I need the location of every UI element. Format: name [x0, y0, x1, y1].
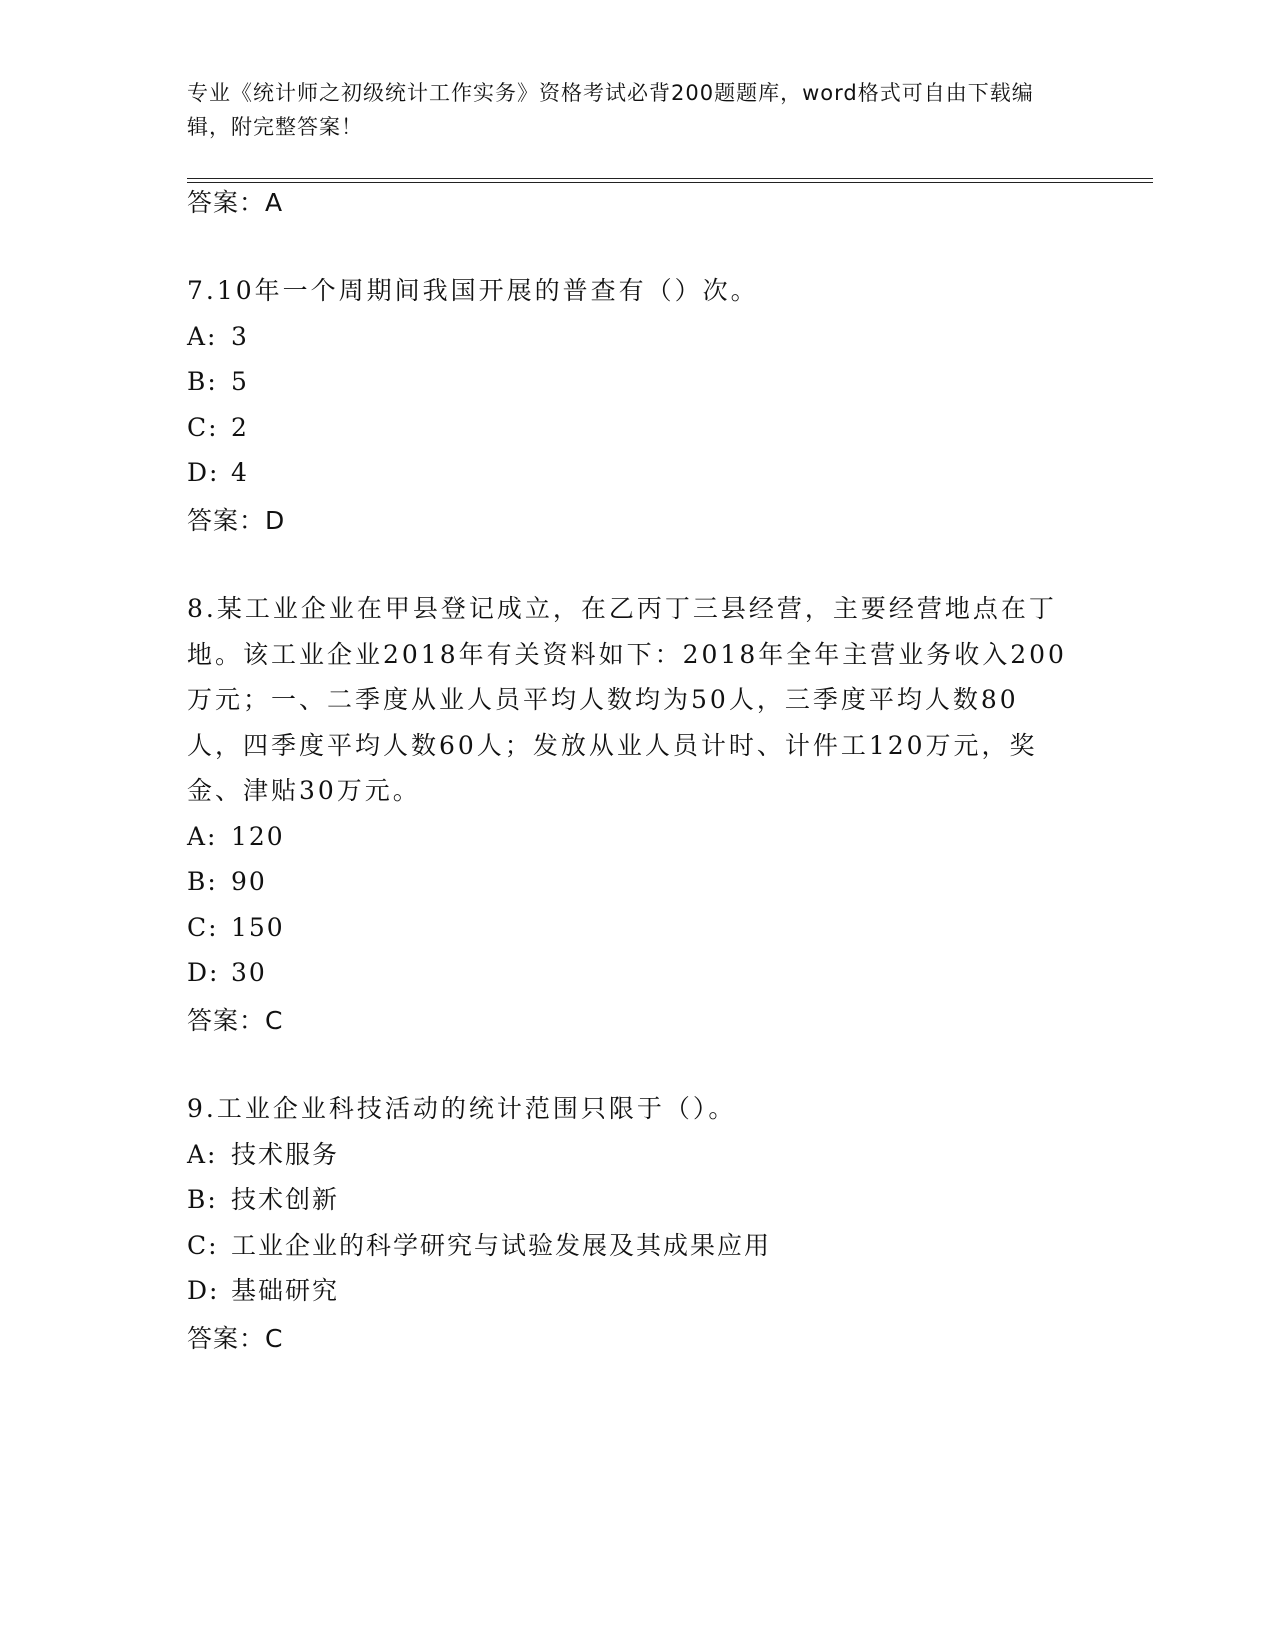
document-header: 专业《统计师之初级统计工作实务》资格考试必背200题题库，word格式可自由下载编辑，附完整答案！	[187, 81, 1034, 139]
question-text: 7.10年一个周期间我国开展的普查有（）次。	[187, 276, 759, 305]
option-text: 120	[231, 821, 285, 851]
option-text: 5	[231, 367, 249, 396]
option-letter: A:	[187, 1139, 218, 1169]
answer-7: 答案：D	[187, 506, 286, 535]
question-9	[187, 1086, 1067, 1314]
option-letter: C:	[187, 412, 219, 442]
option-letter: D:	[187, 1276, 220, 1305]
option-text: 基础研究	[231, 1276, 340, 1305]
option-a	[187, 1132, 1067, 1178]
option-d	[187, 950, 1067, 996]
question-8	[187, 586, 1067, 996]
option-letter: D:	[187, 458, 220, 487]
option-text: 技术创新	[231, 1185, 340, 1214]
option-c	[187, 1223, 1067, 1269]
option-text: 30	[231, 958, 267, 987]
option-d	[187, 450, 1067, 496]
option-text: 技术服务	[231, 1139, 340, 1169]
header-divider	[187, 178, 1153, 183]
question-text: 9.工业企业科技活动的统计范围只限于（）。	[187, 1094, 737, 1123]
option-b	[187, 859, 1067, 905]
option-letter: B:	[187, 867, 218, 896]
option-a	[187, 314, 1067, 360]
previous-answer: 答案：A	[187, 188, 284, 217]
option-c	[187, 905, 1067, 951]
option-letter: D:	[187, 958, 220, 987]
option-text: 90	[231, 867, 267, 896]
question-text: 8.某工业企业在甲县登记成立，在乙丙丁三县经营，主要经营地点在丁地。该工业企业2018年有关资料如下：2018年全年主营业务收入200万元；一、二季度从业人员平均人数均为50人，三季度平均人数80人，四季度平均人数60人；发放从业人员计时、计件工120万元，奖金、津贴30万元。	[187, 594, 1067, 805]
option-letter: C:	[187, 912, 219, 942]
option-a	[187, 814, 1067, 860]
option-b	[187, 359, 1067, 405]
option-letter: B:	[187, 367, 218, 396]
option-letter: A:	[187, 821, 218, 851]
option-text: 4	[231, 458, 249, 487]
option-letter: B:	[187, 1185, 218, 1214]
answer-8: 答案：C	[187, 1006, 284, 1035]
option-text: 工业企业的科学研究与试验发展及其成果应用	[231, 1230, 772, 1260]
option-b	[187, 1177, 1067, 1223]
option-d	[187, 1268, 1067, 1314]
option-letter: C:	[187, 1230, 219, 1260]
option-text: 150	[231, 912, 285, 942]
option-text: 3	[231, 321, 249, 351]
option-c	[187, 405, 1067, 451]
option-text: 2	[231, 412, 249, 442]
answer-9: 答案：C	[187, 1324, 284, 1353]
question-7	[187, 268, 1067, 496]
option-letter: A:	[187, 321, 218, 351]
